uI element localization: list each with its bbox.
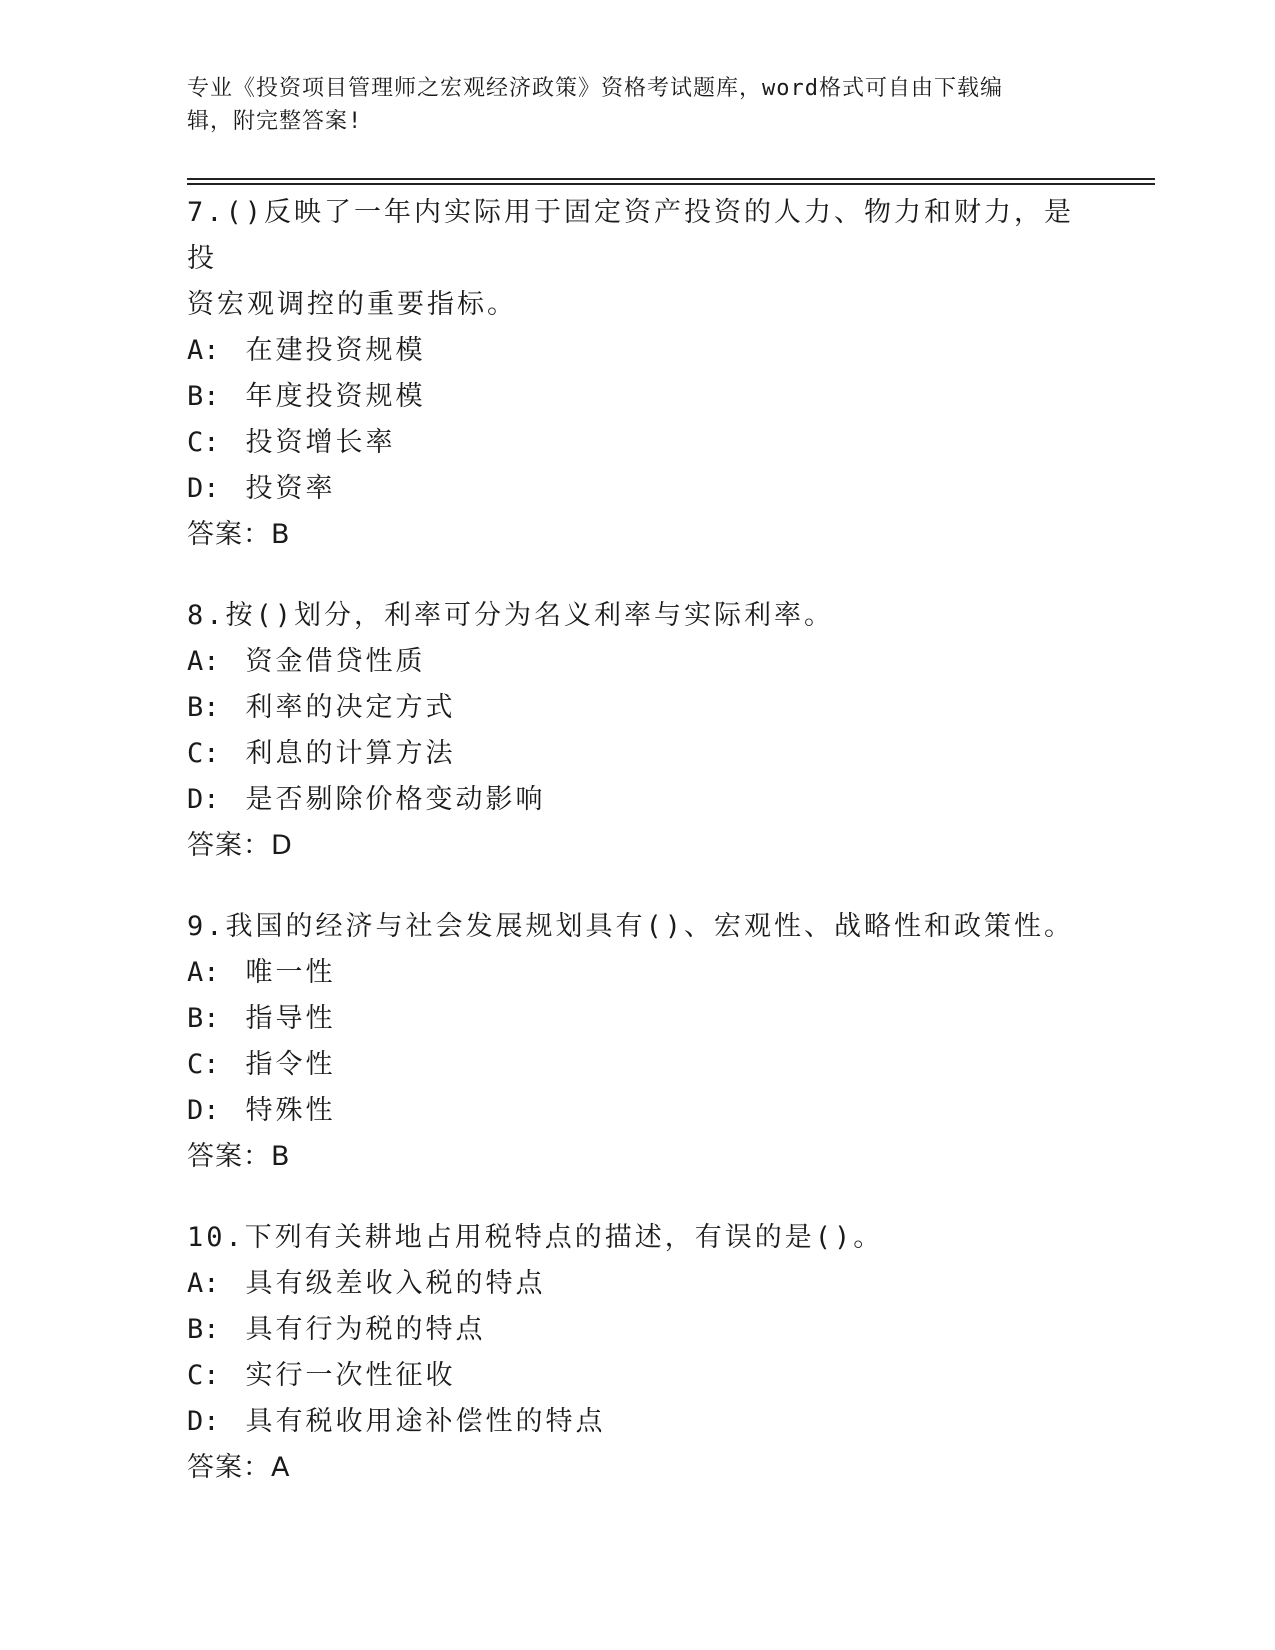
option-text: 资金借贷性质 bbox=[245, 646, 426, 677]
question-8 bbox=[187, 593, 1087, 869]
option-c bbox=[187, 420, 1087, 466]
option-letter: D: bbox=[187, 473, 220, 504]
question-9 bbox=[187, 904, 1087, 1180]
option-letter: D: bbox=[187, 1095, 220, 1126]
option-letter: D: bbox=[187, 784, 220, 815]
option-letter: B: bbox=[187, 381, 220, 412]
option-d bbox=[187, 1088, 1087, 1134]
option-text: 利率的决定方式 bbox=[245, 692, 456, 723]
option-letter: C: bbox=[187, 1360, 220, 1391]
option-a bbox=[187, 950, 1087, 996]
option-d bbox=[187, 466, 1087, 512]
option-text: 投资率 bbox=[245, 473, 336, 504]
option-text: 实行一次性征收 bbox=[245, 1360, 456, 1391]
option-text: 在建投资规模 bbox=[245, 335, 426, 366]
question-7 bbox=[187, 190, 1087, 558]
answer-line: 答案：B bbox=[187, 1141, 291, 1172]
option-letter: A: bbox=[187, 1268, 220, 1299]
option-c bbox=[187, 1042, 1087, 1088]
option-text: 特殊性 bbox=[245, 1095, 336, 1126]
option-text: 年度投资规模 bbox=[245, 381, 426, 412]
question-stem: 9.我国的经济与社会发展规划具有()、宏观性、战略性和政策性。 bbox=[187, 911, 1075, 942]
option-letter: A: bbox=[187, 335, 220, 366]
option-letter: A: bbox=[187, 646, 220, 677]
answer-line: 答案：D bbox=[187, 830, 293, 861]
option-b bbox=[187, 996, 1087, 1042]
option-text: 指令性 bbox=[245, 1049, 336, 1080]
option-a bbox=[187, 1261, 1087, 1307]
option-d bbox=[187, 1399, 1087, 1445]
option-text: 是否剔除价格变动影响 bbox=[245, 784, 546, 815]
answer-line: 答案：A bbox=[187, 1452, 291, 1483]
option-letter: C: bbox=[187, 1049, 220, 1080]
question-list bbox=[187, 190, 1087, 1526]
option-d bbox=[187, 777, 1087, 823]
question-stem: 8.按()划分，利率可分为名义利率与实际利率。 bbox=[187, 600, 835, 631]
answer-line: 答案：B bbox=[187, 519, 291, 550]
question-10 bbox=[187, 1215, 1087, 1491]
option-text: 具有行为税的特点 bbox=[245, 1314, 486, 1345]
option-b bbox=[187, 374, 1087, 420]
option-letter: B: bbox=[187, 692, 220, 723]
option-a bbox=[187, 328, 1087, 374]
option-c bbox=[187, 731, 1087, 777]
document-header bbox=[187, 72, 1087, 138]
question-stem: 10.下列有关耕地占用税特点的描述，有误的是()。 bbox=[187, 1222, 884, 1253]
option-text: 利息的计算方法 bbox=[245, 738, 456, 769]
option-text: 具有税收用途补偿性的特点 bbox=[245, 1406, 606, 1437]
option-text: 指导性 bbox=[245, 1003, 336, 1034]
header-line-1: 专业《投资项目管理师之宏观经济政策》资格考试题库，word格式可自由下载编 bbox=[187, 76, 1003, 101]
option-letter: C: bbox=[187, 427, 220, 458]
option-b bbox=[187, 685, 1087, 731]
header-line-2: 辑，附完整答案! bbox=[187, 109, 363, 134]
option-letter: C: bbox=[187, 738, 220, 769]
option-c bbox=[187, 1353, 1087, 1399]
option-text: 投资增长率 bbox=[245, 427, 396, 458]
question-stem-continued: 资宏观调控的重要指标。 bbox=[187, 289, 517, 320]
option-b bbox=[187, 1307, 1087, 1353]
option-text: 具有级差收入税的特点 bbox=[245, 1268, 546, 1299]
option-letter: A: bbox=[187, 957, 220, 988]
option-letter: B: bbox=[187, 1003, 220, 1034]
option-a bbox=[187, 639, 1087, 685]
header-divider-bottom bbox=[187, 183, 1155, 185]
option-text: 唯一性 bbox=[245, 957, 336, 988]
option-letter: B: bbox=[187, 1314, 220, 1345]
question-stem: 7.()反映了一年内实际用于固定资产投资的人力、物力和财力，是投 bbox=[187, 197, 1075, 274]
option-letter: D: bbox=[187, 1406, 220, 1437]
header-divider-top bbox=[187, 178, 1155, 180]
